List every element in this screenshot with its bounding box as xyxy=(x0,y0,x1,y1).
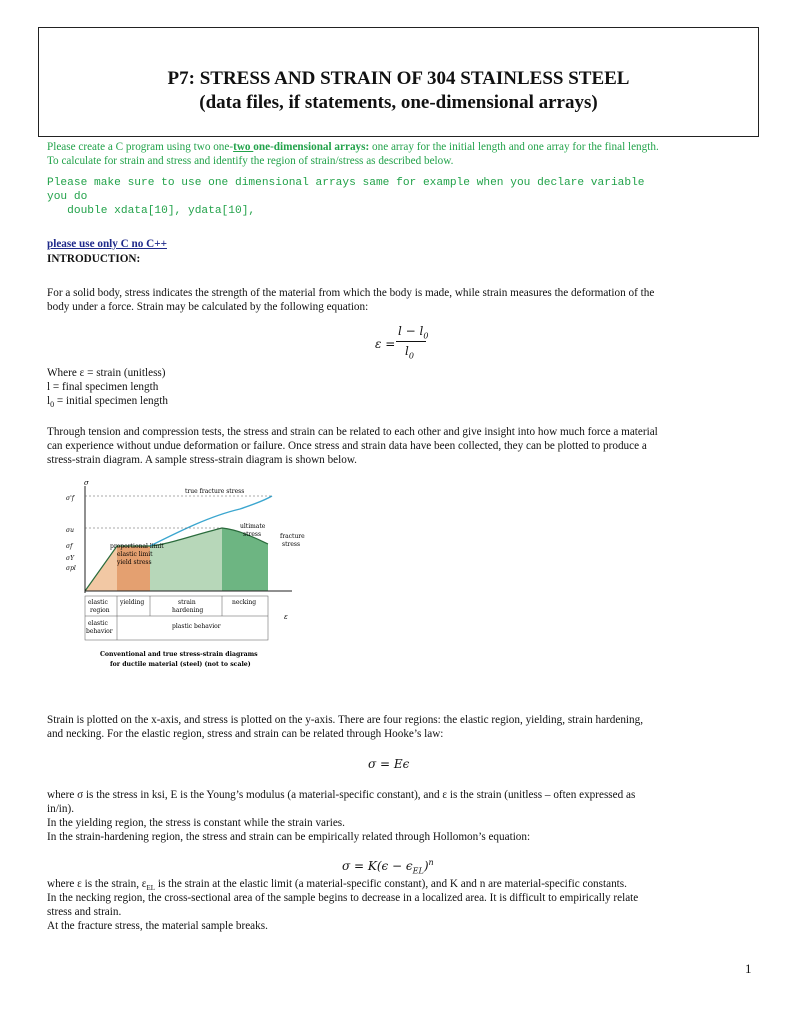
def-l: l xyxy=(47,395,51,407)
intro-heading: INTRODUCTION: xyxy=(47,253,141,265)
elastic-behavior-label-1: elastic xyxy=(88,620,108,627)
def-final-length: l = final specimen length xyxy=(47,381,159,393)
p3-l2: and necking. For the elastic region, stress and strain can be related through Hooke’s law: xyxy=(47,728,444,740)
numerator-text: l − l xyxy=(398,324,424,338)
def-initial-text: = initial specimen length xyxy=(54,395,168,407)
p4-l2: in/in). xyxy=(47,803,75,815)
elastic-region-label-2: region xyxy=(90,607,110,614)
p3-l1: Strain is plotted on the x-axis, and stress is plotted on the y-axis. There are four regions: the elastic region, yielding, strain hardening, xyxy=(47,714,644,726)
numerator-subscript: 0 xyxy=(423,331,429,341)
y-axis-label: σ xyxy=(84,479,89,487)
hollomon-sub: EL xyxy=(412,866,424,876)
intro-p1-l2: body under a force. Strain may be calculated by the following equation: xyxy=(47,301,369,313)
page-number: 1 xyxy=(745,961,752,976)
p5-l3: stress and strain. xyxy=(47,906,122,918)
p5-l2: In the necking region, the cross-sectional area of the sample begins to decrease in a localized area. It is difficult to empirically relate xyxy=(47,892,639,904)
hollomon-main: σ = K(ϵ − ϵ xyxy=(342,859,413,873)
hardening-label: hardening xyxy=(172,607,204,614)
request-line-2: To calculate for strain and stress and identify the region of strain/stress as described below. xyxy=(47,155,454,167)
title-line-1: P7: STRESS AND STRAIN OF 304 STAINLESS STEEL xyxy=(167,68,630,89)
hookes-law-equation: σ = Eϵ xyxy=(368,757,410,771)
fracture-label-1: fracture xyxy=(280,533,305,540)
plastic-behavior-label: plastic behavior xyxy=(172,623,221,630)
code-note-line-2: you do xyxy=(47,191,88,203)
p4-l3: In the yielding region, the stress is constant while the strain varies. xyxy=(47,817,345,829)
hollomon-equation xyxy=(342,858,434,875)
request-two-emphasis: two xyxy=(233,141,254,153)
def-initial-length xyxy=(47,394,168,412)
ultimate-label-2: stress xyxy=(243,531,262,538)
diagram-caption-2: for ductile material (steel) (not to scale) xyxy=(110,661,251,668)
fracture-label-2: stress xyxy=(282,541,301,548)
yield-stress-label: yield stress xyxy=(117,559,152,566)
x-axis-label: ε xyxy=(284,613,288,621)
request-line-1 xyxy=(47,140,767,154)
true-fracture-label: true fracture stress xyxy=(185,488,245,495)
p2-l3: stress-strain diagram. A sample stress-strain diagram is shown below. xyxy=(47,454,357,466)
sigma-f-prime-label: σ'f xyxy=(66,495,74,502)
necking-label: necking xyxy=(232,599,257,606)
p5-l4: At the fracture stress, the material sample breaks. xyxy=(47,920,268,932)
strain-equation-denominator xyxy=(405,344,414,360)
request-arrays-emphasis: one-dimensional arrays: xyxy=(253,141,370,153)
fraction-bar xyxy=(396,341,426,342)
hollomon-close: ) xyxy=(423,859,429,873)
sigma-y-label: σY xyxy=(66,555,75,562)
p4-l1: where σ is the stress in ksi, E is the Young’s modulus (a material-specific constant), and ε is the strain (unitless – often expressed as xyxy=(47,789,636,801)
denominator-subscript: 0 xyxy=(408,351,414,361)
p2-l2: can experience without undue deformation or failure. Once stress and strain data have been collected, they can be plotted to produce a xyxy=(47,440,647,452)
request-text-start: Please create a C program using two one- xyxy=(47,141,234,153)
only-c-link[interactable]: please use only C no C++ xyxy=(47,238,167,250)
request-text-end: one array for the initial length and one array for the final length. xyxy=(369,141,659,153)
p5-l1-sub: EL xyxy=(146,884,156,893)
def-l-sub: 0 xyxy=(50,400,55,410)
strain-label: strain xyxy=(178,599,196,606)
strain-equation-numerator xyxy=(398,324,428,340)
elastic-behavior-label-2: behavior xyxy=(86,628,113,635)
ultimate-label-1: ultimate xyxy=(240,523,266,530)
stress-strain-diagram xyxy=(60,476,310,690)
yielding-label: yielding xyxy=(120,599,145,606)
title-line-2: (data files, if statements, one-dimensional arrays) xyxy=(199,92,598,113)
diagram-caption-1: Conventional and true stress-strain diagrams xyxy=(100,651,258,658)
hollomon-sup: n xyxy=(428,858,434,867)
p5-l1-a: where ε is the strain, ε xyxy=(47,878,147,890)
p4-l4: In the strain-hardening region, the stress and strain can be empirically related through Hollomon’s equation: xyxy=(47,831,531,843)
sigma-u-label: σu xyxy=(66,527,74,534)
code-note-line-1: Please make sure to use one dimensional arrays same for example when you declare variable xyxy=(47,177,645,189)
def-strain: Where ε = strain (unitless) xyxy=(47,367,166,379)
code-note-line-3: double xdata[10], ydata[10], xyxy=(47,205,256,217)
strain-equation-lhs: ε = xyxy=(375,337,396,351)
elastic-limit-label: elastic limit xyxy=(117,551,153,558)
proportional-limit-label: proportional limit xyxy=(110,543,164,550)
sigma-f-label: σf xyxy=(66,543,73,550)
intro-p1-l1: For a solid body, stress indicates the strength of the material from which the body is made, while strain measures the deformation of the xyxy=(47,287,655,299)
elastic-region-label-1: elastic xyxy=(88,599,108,606)
denominator-text: l xyxy=(405,344,409,358)
title-box xyxy=(38,27,759,137)
sigma-pl-label: σpl xyxy=(66,565,76,572)
p5-l1-b: is the strain at the elastic limit (a material-specific constant), and K and n are material-specific constants. xyxy=(155,878,627,890)
p2-l1: Through tension and compression tests, the stress and strain can be related to each other and give insight into how much force a material xyxy=(47,426,658,438)
